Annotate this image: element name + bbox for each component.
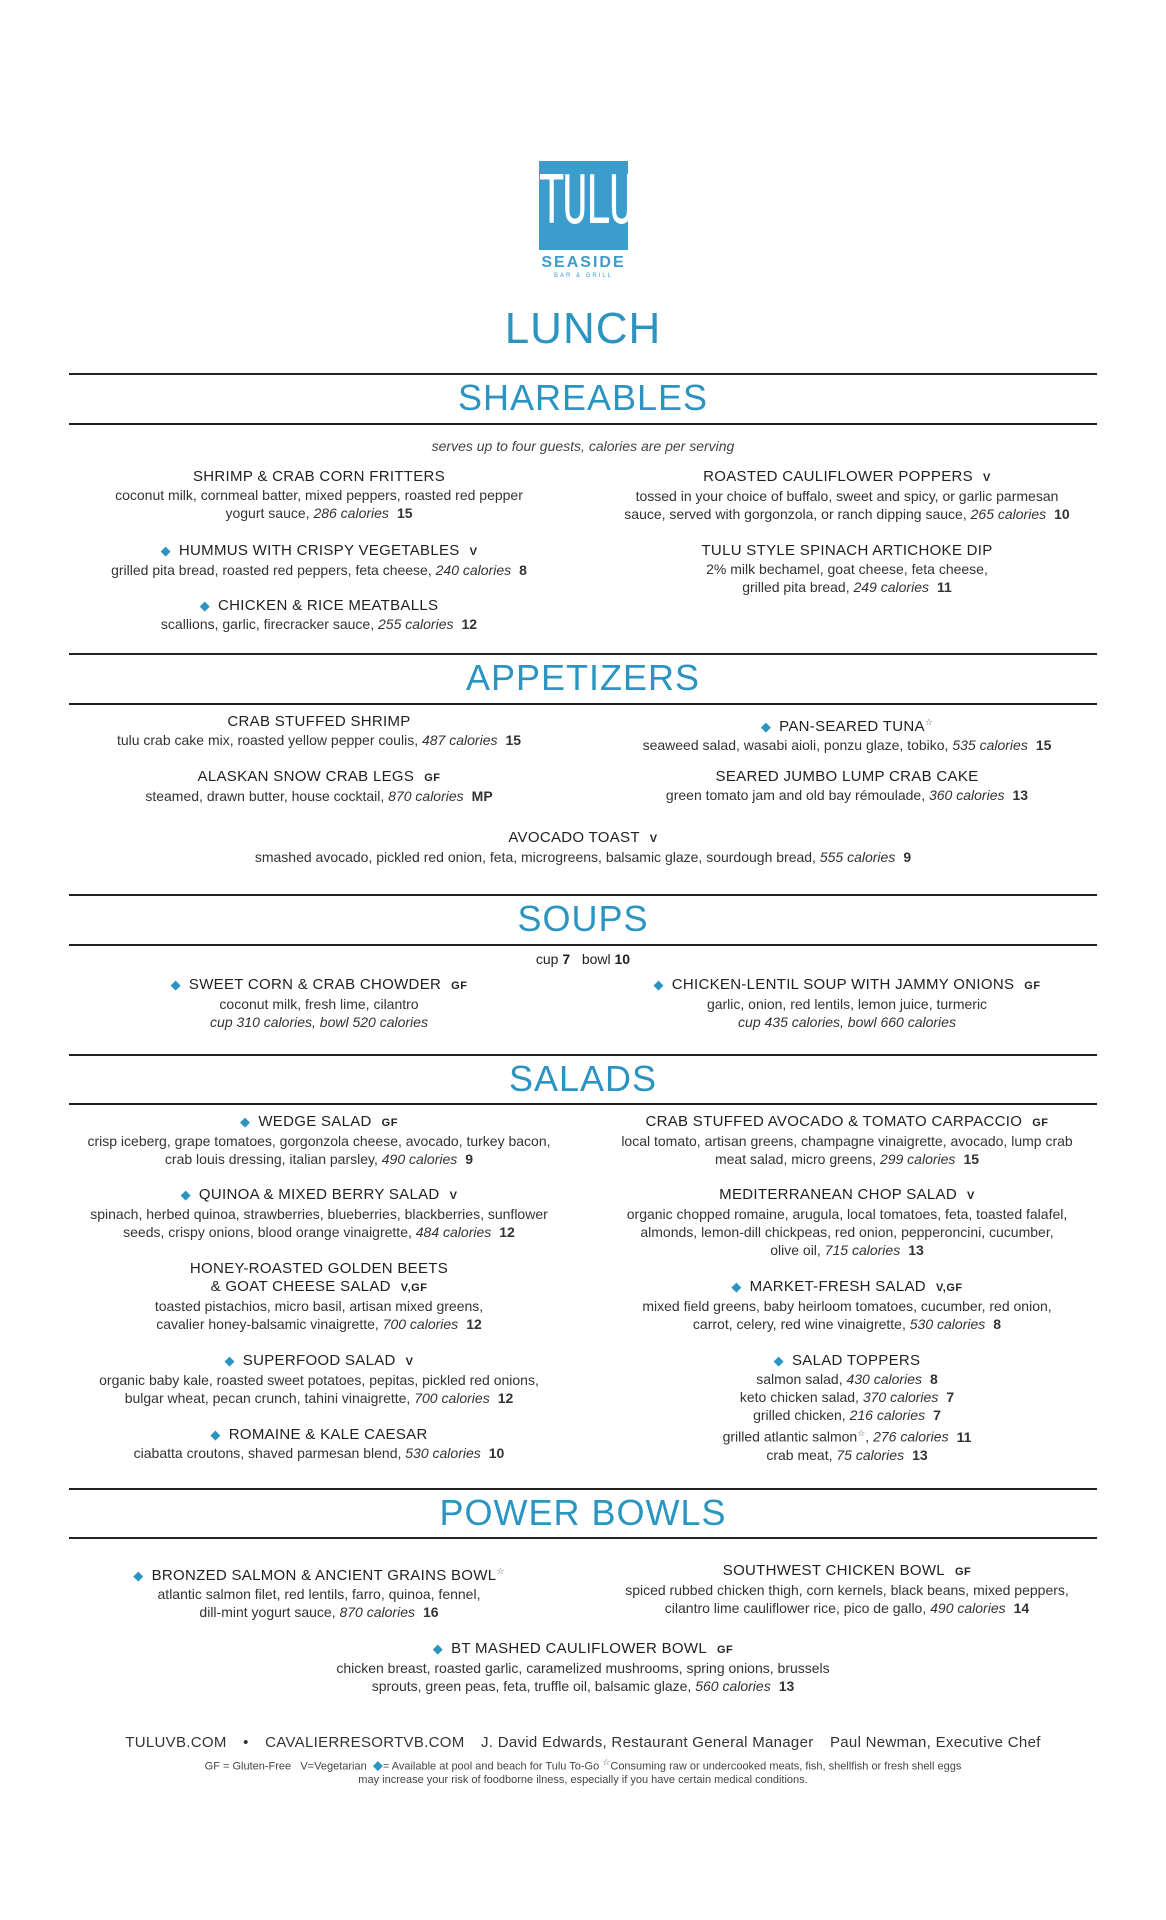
item-name: SHRIMP & CRAB CORN FRITTERS	[192, 468, 445, 485]
item-desc: local tomato, artisan greens, champagne vinaigrette, avocado, lump crab	[621, 1133, 1073, 1149]
section-title-salads: SALADS	[508, 1058, 658, 1099]
diamond-icon: ◆	[731, 1279, 742, 1294]
item-tag: GF	[954, 1566, 972, 1578]
item-calories: 530 calories	[405, 1445, 481, 1461]
diamond-icon: ◆	[372, 1757, 383, 1773]
item-desc: spiced rubbed chicken thigh, corn kernels, black beans, mixed peppers,	[625, 1582, 1069, 1598]
item-desc: coconut milk, cornmeal batter, mixed peppers, roasted red pepper	[115, 487, 523, 503]
item-calories: 370 calories	[862, 1389, 939, 1405]
item-desc: crisp iceberg, grape tomatoes, gorgonzola cheese, avocado, turkey bacon,	[87, 1133, 551, 1149]
item-price: 13	[912, 1446, 928, 1463]
item-tag: V	[405, 1356, 414, 1368]
item-calories: 484 calories	[415, 1224, 492, 1240]
section-title-soups: SOUPS	[517, 898, 649, 939]
item-desc: 2% milk bechamel, goat cheese, feta cheese,	[706, 561, 988, 577]
item-calories: 360 calories	[928, 787, 1005, 803]
item-desc: crab louis dressing, italian parsley,	[164, 1151, 378, 1167]
diamond-icon: ◆	[653, 977, 664, 992]
item-tag: GF	[451, 980, 468, 992]
topper-label: grilled atlantic salmon	[722, 1428, 858, 1445]
diamond-icon: ◆	[432, 1641, 444, 1656]
footer-manager: J. David Edwards, Restaurant General Manager	[480, 1734, 814, 1751]
item-desc: seeds, crispy onions, blood orange vinaigrette,	[123, 1224, 412, 1240]
item-price: 10	[488, 1445, 505, 1461]
shareables-note: serves up to four guests, calories are per serving	[431, 438, 735, 454]
item-tag: GF	[716, 1644, 734, 1656]
menu-item	[69, 713, 569, 749]
item-price: 9	[465, 1151, 474, 1167]
menu-item	[69, 1426, 569, 1462]
item-name: AVOCADO TOAST	[508, 829, 640, 846]
divider	[69, 1537, 1097, 1539]
item-calories: 490 calories	[381, 1151, 458, 1167]
item-calories: 276 calories	[873, 1428, 949, 1445]
item-desc: olive oil,	[770, 1242, 821, 1258]
item-price: 8	[929, 1371, 938, 1387]
item-desc: seaweed salad, wasabi aioli, ponzu glaze, tobiko,	[642, 737, 949, 753]
diamond-icon: ◆	[180, 1187, 191, 1202]
item-calories: 286 calories	[313, 505, 389, 521]
bowl-label: bowl	[581, 951, 611, 967]
item-calories: 700 calories	[382, 1316, 459, 1332]
item-tag: GF	[381, 1117, 398, 1129]
item-name: SEARED JUMBO LUMP CRAB CAKE	[715, 768, 979, 785]
item-tag: GF	[424, 772, 441, 784]
item-calories: 265 calories	[970, 506, 1047, 522]
item-name: CRAB STUFFED AVOCADO & TOMATO CARPACCIO	[645, 1113, 1023, 1130]
item-desc: grilled pita bread, roasted red peppers, feta cheese,	[111, 562, 432, 578]
soup-pricing	[0, 951, 1166, 967]
item-calories: 870 calories	[339, 1604, 415, 1620]
item-price: 11	[956, 1428, 972, 1445]
legend-v: V=Vegetarian	[300, 1760, 367, 1773]
menu-item	[69, 768, 569, 805]
item-desc: bulgar wheat, pecan crunch, tahini vinaigrette,	[124, 1390, 411, 1406]
menu-item	[69, 976, 569, 1031]
item-calories: 530 calories	[909, 1316, 986, 1332]
item-desc: mixed field greens, baby heirloom tomatoes, cucumber, red onion,	[642, 1298, 1052, 1314]
item-desc: scallions, garlic, firecracker sauce,	[160, 616, 375, 632]
star-icon: ☆	[496, 1566, 505, 1576]
item-tag: V	[469, 546, 478, 558]
item-name: SALAD TOPPERS	[791, 1352, 921, 1369]
divider	[69, 1054, 1097, 1056]
footer-legend	[0, 1757, 1166, 1774]
item-calories: 560 calories	[695, 1678, 771, 1694]
menu-item	[597, 713, 1097, 754]
item-price: 7	[946, 1389, 955, 1405]
item-desc: spinach, herbed quinoa, strawberries, blueberries, blackberries, sunflower	[90, 1206, 548, 1222]
item-name: QUINOA & MIXED BERRY SALAD	[198, 1186, 440, 1203]
item-desc: ciabatta croutons, shaved parmesan blend,	[133, 1445, 402, 1461]
divider	[69, 1103, 1097, 1105]
item-price: 10	[1054, 506, 1070, 522]
topper-label: crab meat,	[766, 1446, 833, 1463]
diamond-icon: ◆	[773, 1353, 784, 1368]
bullet-separator: •	[243, 1734, 249, 1751]
menu-item	[597, 976, 1097, 1031]
item-calories: 75 calories	[836, 1446, 905, 1463]
diamond-icon: ◆	[210, 1427, 221, 1442]
footer-contacts	[0, 1734, 1166, 1751]
footer-site-tulu[interactable]: TULUVB.COM	[125, 1734, 227, 1751]
item-calories: 870 calories	[388, 788, 464, 804]
item-calories: 490 calories	[930, 1600, 1006, 1616]
footer-chef: Paul Newman, Executive Chef	[829, 1734, 1041, 1751]
item-price: 14	[1013, 1600, 1030, 1616]
item-price: MP	[471, 788, 493, 804]
section-title-shareables: SHAREABLES	[457, 377, 709, 418]
item-tag: V	[966, 1190, 975, 1202]
bowl-price: 10	[614, 951, 631, 967]
topper-label: grilled chicken,	[753, 1407, 846, 1423]
section-title-power-bowls: POWER BOWLS	[439, 1492, 727, 1533]
item-name: HONEY-ROASTED GOLDEN BEETS	[189, 1260, 449, 1277]
item-name: BT MASHED CAULIFLOWER BOWL	[451, 1640, 707, 1657]
item-tag: V	[649, 833, 658, 845]
topper-row	[597, 1370, 1097, 1388]
item-tag: V,GF	[400, 1282, 428, 1294]
item-price: 12	[499, 1224, 515, 1240]
menu-item	[69, 1640, 1097, 1695]
menu-item	[69, 1352, 569, 1407]
legend-gf: GF = Gluten-Free	[204, 1760, 292, 1773]
item-desc: organic baby kale, roasted sweet potatoes, pepitas, pickled red onions,	[99, 1372, 539, 1388]
item-price: 13	[908, 1242, 924, 1258]
tulu-logo	[539, 160, 633, 282]
star-icon: ☆	[602, 1757, 611, 1767]
item-name: & GOAT CHEESE SALAD	[210, 1278, 391, 1295]
item-price: 8	[993, 1316, 1002, 1332]
item-name: MARKET-FRESH SALAD	[749, 1278, 926, 1295]
item-desc: tossed in your choice of buffalo, sweet and spicy, or garlic parmesan	[635, 488, 1059, 504]
item-name: BRONZED SALMON & ANCIENT GRAINS BOWL	[151, 1567, 497, 1584]
item-calories: 430 calories	[846, 1371, 922, 1387]
item-desc: sprouts, green peas, feta, truffle oil, balsamic glaze,	[371, 1678, 692, 1694]
item-calories: 299 calories	[879, 1151, 956, 1167]
topper-label: keto chicken salad,	[739, 1389, 859, 1405]
star-icon: ☆	[924, 717, 934, 727]
item-price: 13	[778, 1678, 795, 1694]
item-calories: cup 310 calories, bowl 520 calories	[210, 1014, 428, 1030]
item-name: SUPERFOOD SALAD	[242, 1352, 396, 1369]
item-price: 16	[422, 1604, 439, 1620]
item-desc: coconut milk, fresh lime, cilantro	[219, 996, 419, 1012]
diamond-icon: ◆	[133, 1568, 144, 1583]
item-name: SOUTHWEST CHICKEN BOWL	[722, 1562, 945, 1579]
salad-toppers	[597, 1352, 1097, 1464]
item-tag: V	[982, 472, 991, 484]
item-name: CHICKEN-LENTIL SOUP WITH JAMMY ONIONS	[671, 976, 1015, 993]
divider	[69, 373, 1097, 375]
item-desc: green tomato jam and old bay rémoulade,	[665, 787, 926, 803]
item-desc: cilantro lime cauliflower rice, pico de gallo,	[664, 1600, 927, 1616]
item-price: 7	[933, 1407, 941, 1423]
footer-site-cavalier[interactable]: CAVALIERRESORTVB.COM	[265, 1734, 465, 1751]
item-price: 9	[903, 849, 912, 865]
topper-row	[597, 1388, 1097, 1406]
menu-item	[69, 542, 569, 579]
divider	[69, 894, 1097, 896]
menu-item	[69, 829, 1097, 866]
item-tag: V,GF	[935, 1282, 963, 1294]
item-name: ALASKAN SNOW CRAB LEGS	[197, 768, 415, 785]
logo-name: SEASIDE	[541, 254, 626, 271]
footer-legend-line2: may increase your risk of foodborne ilness, especially if you have certain medical conditions.	[358, 1774, 808, 1786]
menu-item	[597, 1186, 1097, 1259]
item-calories: 240 calories	[435, 562, 512, 578]
menu-item	[597, 542, 1097, 596]
item-desc: organic chopped romaine, arugula, local tomatoes, feta, toasted falafel,	[626, 1206, 1068, 1222]
item-desc: steamed, drawn butter, house cocktail,	[145, 788, 385, 804]
item-desc: sauce, served with gorgonzola, or ranch dipping sauce,	[624, 506, 967, 522]
logo-box	[539, 160, 633, 250]
diamond-icon: ◆	[170, 977, 181, 992]
item-price: 12	[461, 616, 478, 632]
menu-title: LUNCH	[504, 304, 662, 353]
item-calories: 535 calories	[952, 737, 1028, 753]
item-price: 13	[1012, 787, 1029, 803]
item-desc: cavalier honey-balsamic vinaigrette,	[156, 1316, 379, 1332]
item-tag: GF	[1032, 1117, 1049, 1129]
item-price: 11	[936, 579, 952, 595]
logo-box-text: TULU	[539, 160, 633, 239]
item-name: CRAB STUFFED SHRIMP	[227, 713, 411, 730]
item-price: 12	[466, 1316, 482, 1332]
item-name: CHICKEN & RICE MEATBALLS	[218, 597, 439, 614]
item-name: ROMAINE & KALE CAESAR	[228, 1426, 428, 1443]
topper-label: salmon salad,	[756, 1371, 843, 1387]
diamond-icon: ◆	[240, 1114, 251, 1129]
section-title-appetizers: APPETIZERS	[465, 657, 701, 698]
item-desc: carrot, celery, red wine vinaigrette,	[692, 1316, 906, 1332]
item-price: 15	[1035, 737, 1052, 753]
item-name: TULU STYLE SPINACH ARTICHOKE DIP	[701, 542, 993, 559]
menu-item	[597, 1113, 1097, 1168]
item-calories: 255 calories	[378, 616, 454, 632]
item-desc: tulu crab cake mix, roasted yellow pepper coulis,	[116, 732, 419, 748]
item-desc: toasted pistachios, micro basil, artisan mixed greens,	[154, 1298, 484, 1314]
cup-label: cup	[535, 951, 559, 967]
menu-item	[69, 1113, 569, 1168]
divider	[69, 423, 1097, 425]
menu-item	[69, 1186, 569, 1241]
item-price: 8	[519, 562, 527, 578]
item-calories: 487 calories	[421, 732, 498, 748]
menu-item	[597, 1278, 1097, 1333]
item-calories: 555 calories	[819, 849, 896, 865]
item-calories: 216 calories	[849, 1407, 926, 1423]
legend-star: Consuming raw or undercooked meats, fish, shellfish or fresh shell eggs	[610, 1760, 962, 1773]
item-name: WEDGE SALAD	[258, 1113, 372, 1130]
item-desc: meat salad, micro greens,	[714, 1151, 877, 1167]
menu-item	[69, 468, 569, 522]
divider	[69, 1488, 1097, 1490]
diamond-icon: ◆	[160, 543, 171, 558]
item-tag: GF	[1024, 980, 1041, 992]
diamond-icon: ◆	[199, 598, 210, 613]
menu-item	[69, 1562, 569, 1621]
item-desc: atlantic salmon filet, red lentils, farro, quinoa, fennel,	[157, 1586, 481, 1602]
item-desc: grilled pita bread,	[742, 579, 850, 595]
item-calories: 249 calories	[853, 579, 929, 595]
item-price: 15	[505, 732, 522, 748]
item-desc: almonds, lemon-dill chickpeas, red onion, pepperoncini, cucumber,	[640, 1224, 1054, 1240]
item-name: SWEET CORN & CRAB CHOWDER	[188, 976, 442, 993]
diamond-icon: ◆	[760, 719, 772, 734]
item-desc: garlic, onion, red lentils, lemon juice, turmeric	[706, 996, 988, 1012]
item-name: HUMMUS WITH CRISPY VEGETABLES	[178, 542, 460, 559]
item-calories: 715 calories	[824, 1242, 901, 1258]
logo-subtitle: BAR & GRILL	[553, 273, 613, 279]
legend-diamond: = Available at pool and beach for Tulu To-Go	[382, 1760, 600, 1773]
divider	[69, 653, 1097, 655]
cup-price: 7	[562, 951, 571, 967]
item-price: 15	[396, 505, 413, 521]
item-desc: chicken breast, roasted garlic, caramelized mushrooms, spring onions, brussels	[336, 1660, 830, 1676]
star-icon: ☆	[857, 1428, 866, 1438]
item-name: ROASTED CAULIFLOWER POPPERS	[703, 468, 973, 485]
item-calories: cup 435 calories, bowl 660 calories	[738, 1014, 956, 1030]
item-name: PAN-SEARED TUNA	[779, 718, 925, 735]
divider	[69, 703, 1097, 705]
menu-item	[597, 468, 1097, 523]
topper-row: grilled atlantic salmon☆, 276 calories 11	[722, 1428, 972, 1445]
menu-item	[69, 1260, 569, 1333]
menu-item	[69, 597, 569, 633]
item-price: 12	[497, 1390, 514, 1406]
item-desc: yogurt sauce,	[225, 505, 310, 521]
item-calories: 700 calories	[414, 1390, 490, 1406]
divider	[69, 944, 1097, 946]
menu-item	[597, 1562, 1097, 1617]
item-name: MEDITERRANEAN CHOP SALAD	[719, 1186, 957, 1203]
item-desc: dill-mint yogurt sauce,	[199, 1604, 336, 1620]
menu-item	[597, 768, 1097, 804]
item-desc: smashed avocado, pickled red onion, feta, microgreens, balsamic glaze, sourdough bread,	[254, 849, 816, 865]
topper-row	[597, 1446, 1097, 1464]
item-price: 15	[963, 1151, 980, 1167]
diamond-icon: ◆	[224, 1353, 235, 1368]
topper-row	[597, 1406, 1097, 1424]
item-tag: V	[449, 1190, 458, 1202]
